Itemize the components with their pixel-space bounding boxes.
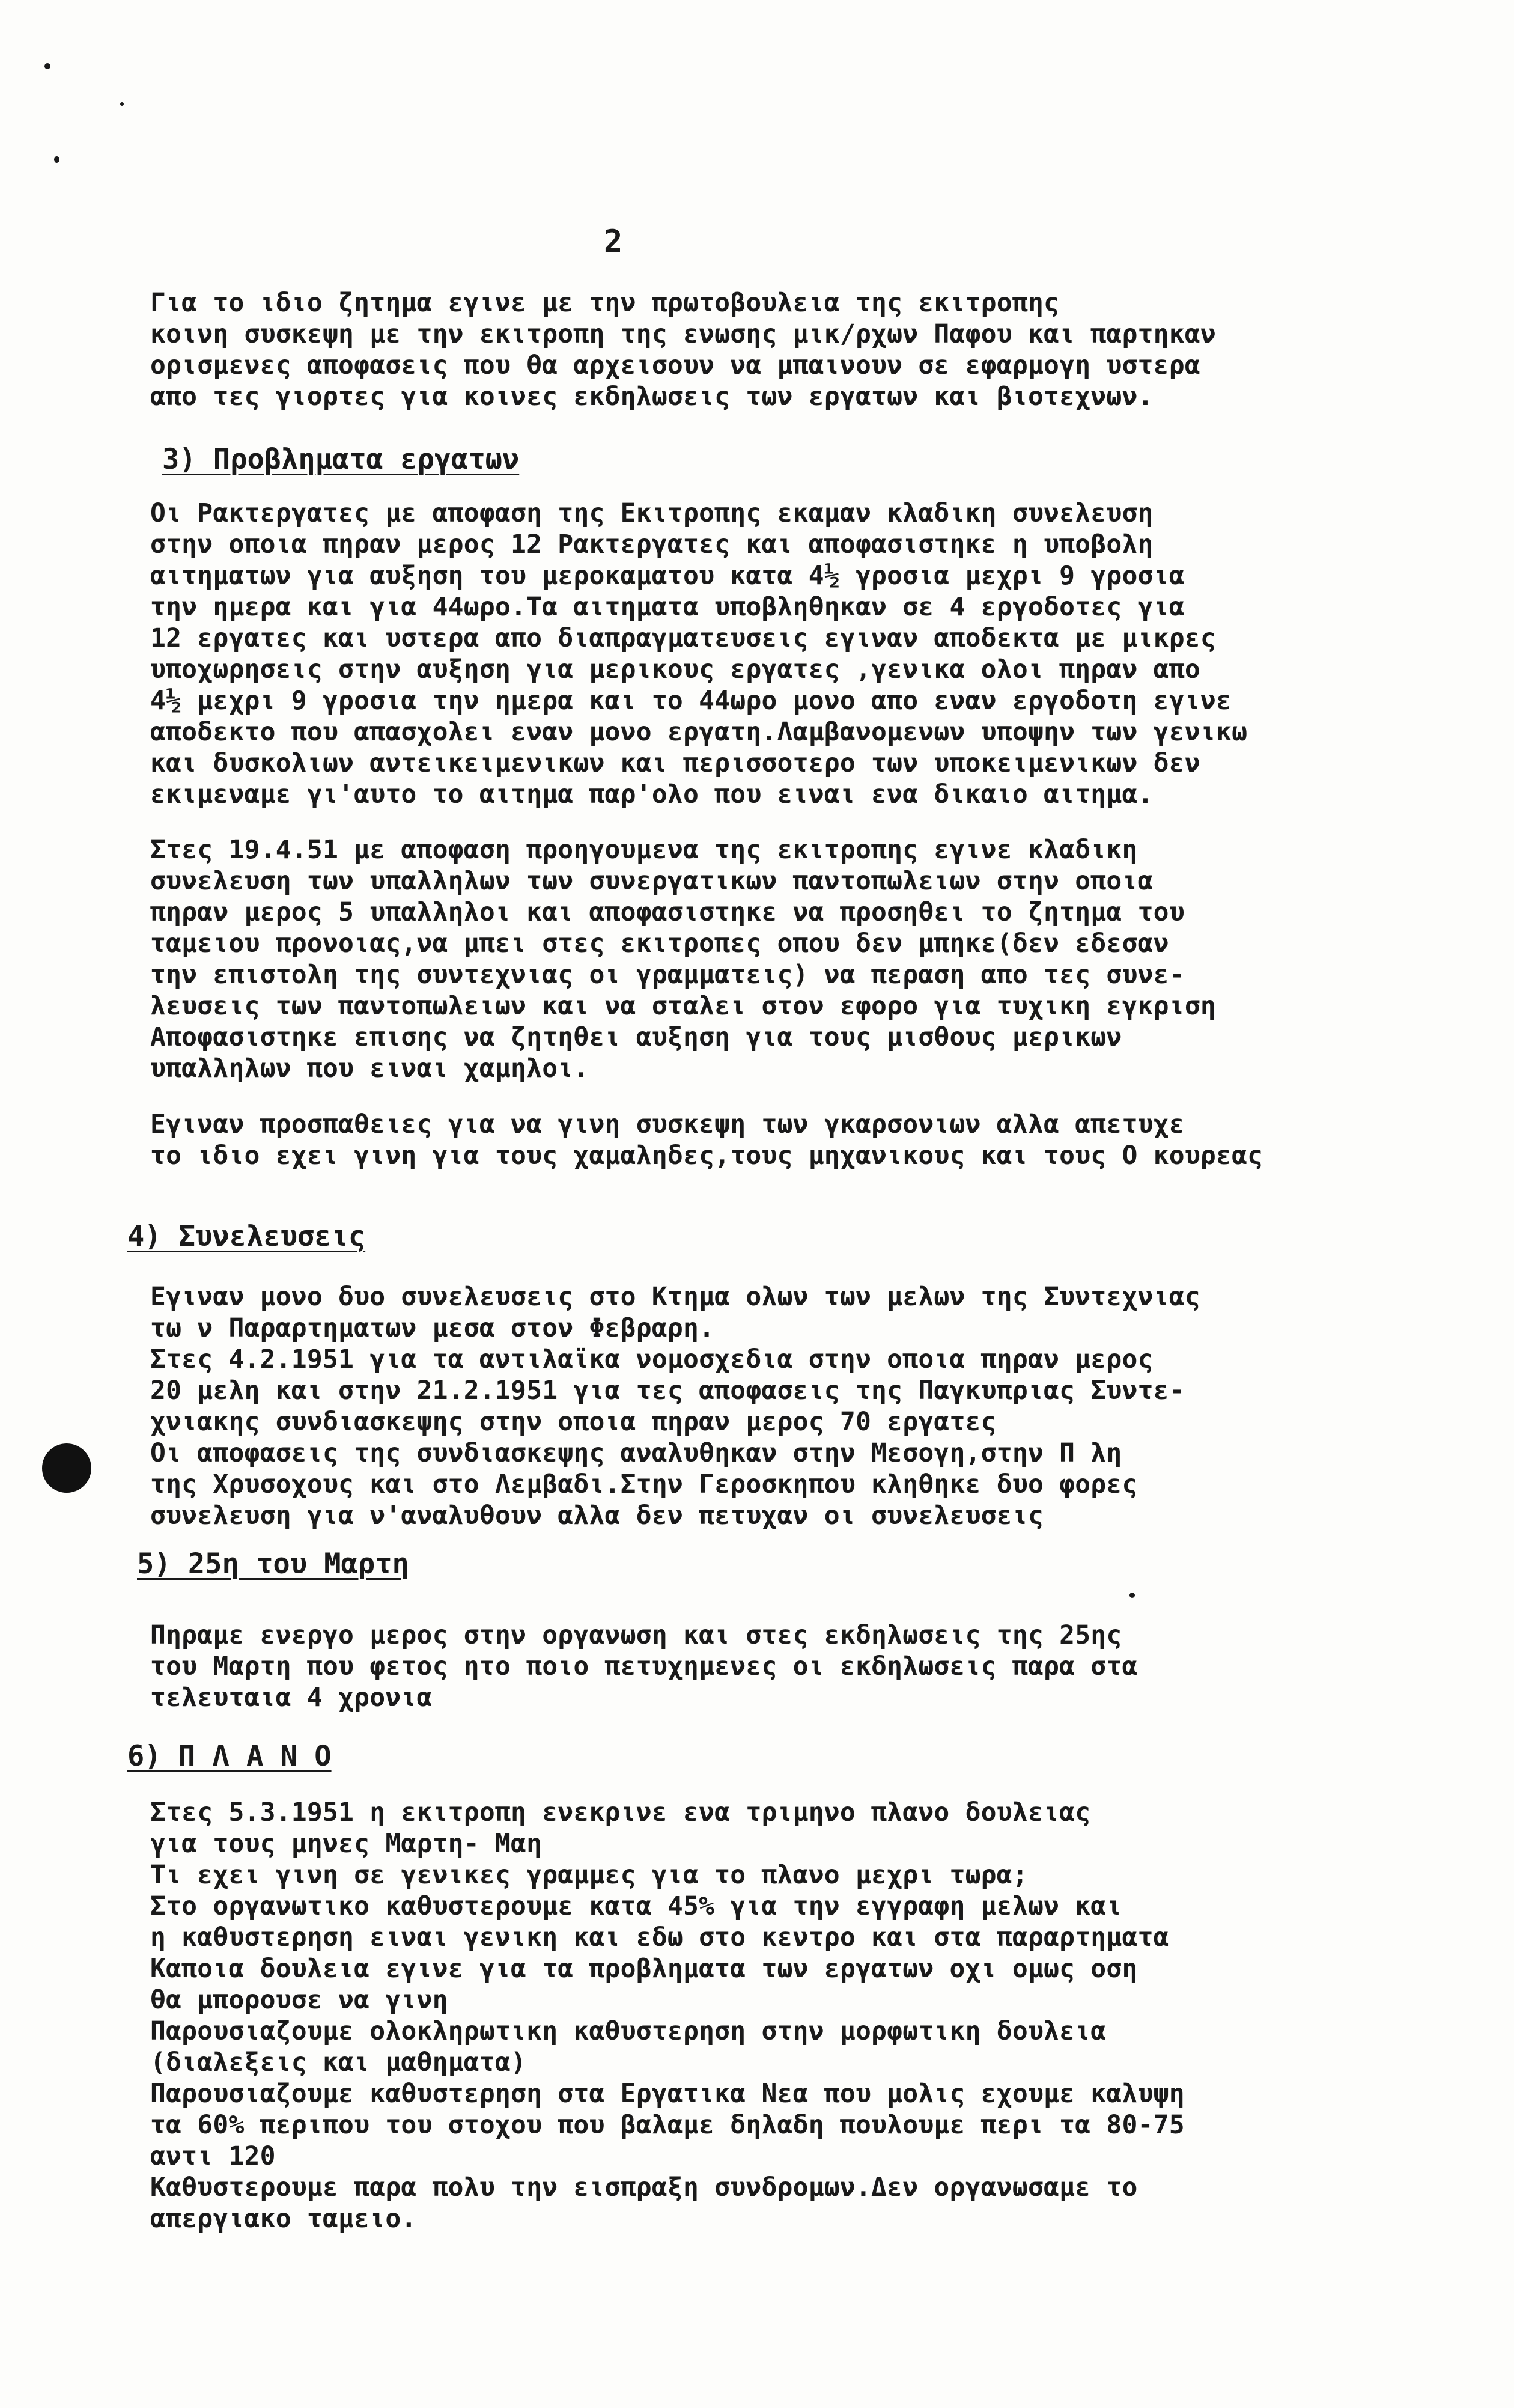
section-heading-6: 6) Π Λ Α Ν Ο <box>127 1740 332 1773</box>
scan-speck <box>44 63 50 69</box>
section-5-paragraph-1: Πηραμε ενεργο μερος στην οργανωση και στες εκδηλωσεις της 25ης του Μαρτη που φετος ητο ποιο πετυχημενες οι εκδηλωσεις παρα στα τελευταια 4 χρονια <box>150 1620 1138 1713</box>
section-heading-4: 4) Συνελευσεις <box>127 1220 366 1253</box>
section-3-paragraph-3: Εγιναν προσπαθειες για να γινη συσκεψη των γκαρσονιων αλλα απετυχε το ιδιο εχει γινη για τους χαμαληδες,τους μηχανικους και τους Ο κουρεας <box>150 1109 1263 1171</box>
scan-speck <box>54 156 59 163</box>
section-3-paragraph-1: Οι Ρακτεργατες με αποφαση της Εκιτροπης εκαμαν κλαδικη συνελευση στην οποια πηραν μερος 12 Ρακτεργατες και αποφασιστηκε η υποβολη αιτηματων για αυξηση του μεροκαματου κατα 4½ γροσια μεχρι 9 γροσια την ημερα και για 44ωρο.Τα αιτηματα υποβληθηκαν σε 4 εργοδοτες για 12 εργατες και υστερα απο διαπραγματευσεις εγιναν αποδεκτα με μικρες υποχωρησεις στην αυξηση για μερικους εργατες ,γενικα ολοι πηραν απο 4½ μεχρι 9 γροσια την ημερα και το 44ωρο μονο απο εναν εργοδοτη εγινε αποδεκτο που απασχολει εναν μονο εργατη.Λαμβανομενων υποψην των γενικω και δυσκολιων αντεικειμενικων και περισσοτερο των υποκειμενικων δεν εκιμεναμε γι'αυτο το αιτημα παρ'ολο που ειναι ενα δικαιο αιτημα. <box>150 498 1248 809</box>
intro-paragraph: Για το ιδιο ζητημα εγινε με την πρωτοβουλεια της εκιτροπης κοινη συσκεψη με την εκιτροπη της ενωσης μικ/ρχων Παφου και παρτηκαν ορισμενες αποφασεις που θα αρχεισουν να μπαινουν σε εφαρμογη υστερα απο τες γιορτες για κοινες εκδηλωσεις των εργατων και βιοτεχνων. <box>150 288 1216 412</box>
section-heading-3: 3) Προβληματα εργατων <box>162 443 520 476</box>
section-3-paragraph-2: Στες 19.4.51 με αποφαση προηγουμενα της εκιτροπης εγινε κλαδικη συνελευση των υπαλληλων των συνεργατικων παντοπωλειων στην οποια πηραν μερος 5 υπαλληλοι και αποφασιστηκε να προσηθει το ζητημα του ταμειου προνοιας,να μπει στες εκιτροπες οπου δεν μπηκε(δεν εδεσαν την επιστολη της συντεχνιας οι γραμματεις) να περαση απο τες συνε- λευσεις των παντοπωλειων και να σταλει στον εφορο για τυχικη εγκριση Αποφασιστηκε επισης να ζητηθει αυξηση για τους μισθους μερικων υπαλληλων που ειναι χαμηλοι. <box>150 835 1216 1084</box>
punch-hole <box>42 1443 91 1493</box>
scan-speck <box>120 102 124 106</box>
page-number: 2 <box>604 224 623 260</box>
section-4-paragraph-1: Εγιναν μονο δυο συνελευσεις στο Κτημα ολων των μελων της Συντεχνιας τω ν Παραρτηματων μεσα στον Φεβραρη. Στες 4.2.1951 για τα αντιλαϊκα νομοσχεδια στην οποια πηραν μερος 20 μελη και στην 21.2.1951 για τες αποφασεις της Παγκυπριας Συντε- χνιακης συνδιασκεψης στην οποια πηραν μερος 70 εργατες Οι αποφασεις της συνδιασκεψης αναλυθηκαν στην Μεσογη,στην Π λη της Χρυσοχους και στο Λεμβαδι.Στην Γεροσκηπου κληθηκε δυο φορες συνελευση για ν'αναλυθουν αλλα δεν πετυχαν οι συνελευσεις <box>150 1282 1200 1531</box>
section-heading-5: 5) 25η του Μαρτη <box>137 1547 409 1580</box>
scan-speck <box>1129 1593 1135 1598</box>
section-6-paragraph-1: Στες 5.3.1951 η εκιτροπη ενεκρινε ενα τριμηνο πλανο δουλειας για τους μηνες Μαρτη- Μαη Τι εχει γινη σε γενικες γραμμες για το πλανο μεχρι τωρα; Στο οργανωτικο καθυστερουμε κατα 45% για την εγγραφη μελων και η καθυστερηση ειναι γενικη και εδω στο κεντρο και στα παραρτηματα Καποια δουλεια εγινε για τα προβληματα των εργατων οχι ομως οση θα μπορουσε να γινη Παρουσιαζουμε ολοκληρωτικη καθυστερηση στην μορφωτικη δουλεια (διαλεξεις και μαθηματα) Παρουσιαζουμε καθυστερηση στα Εργατικα Νεα που μολις εχουμε καλυψη τα 60% περιπου του στοχου που βαλαμε δηλαδη πουλουμε περι τα 80-75 αντι 120 Καθυστερουμε παρα πολυ την εισπραξη συνδρομων.Δεν οργανωσαμε το απεργιακο ταμειο. <box>150 1797 1185 2234</box>
